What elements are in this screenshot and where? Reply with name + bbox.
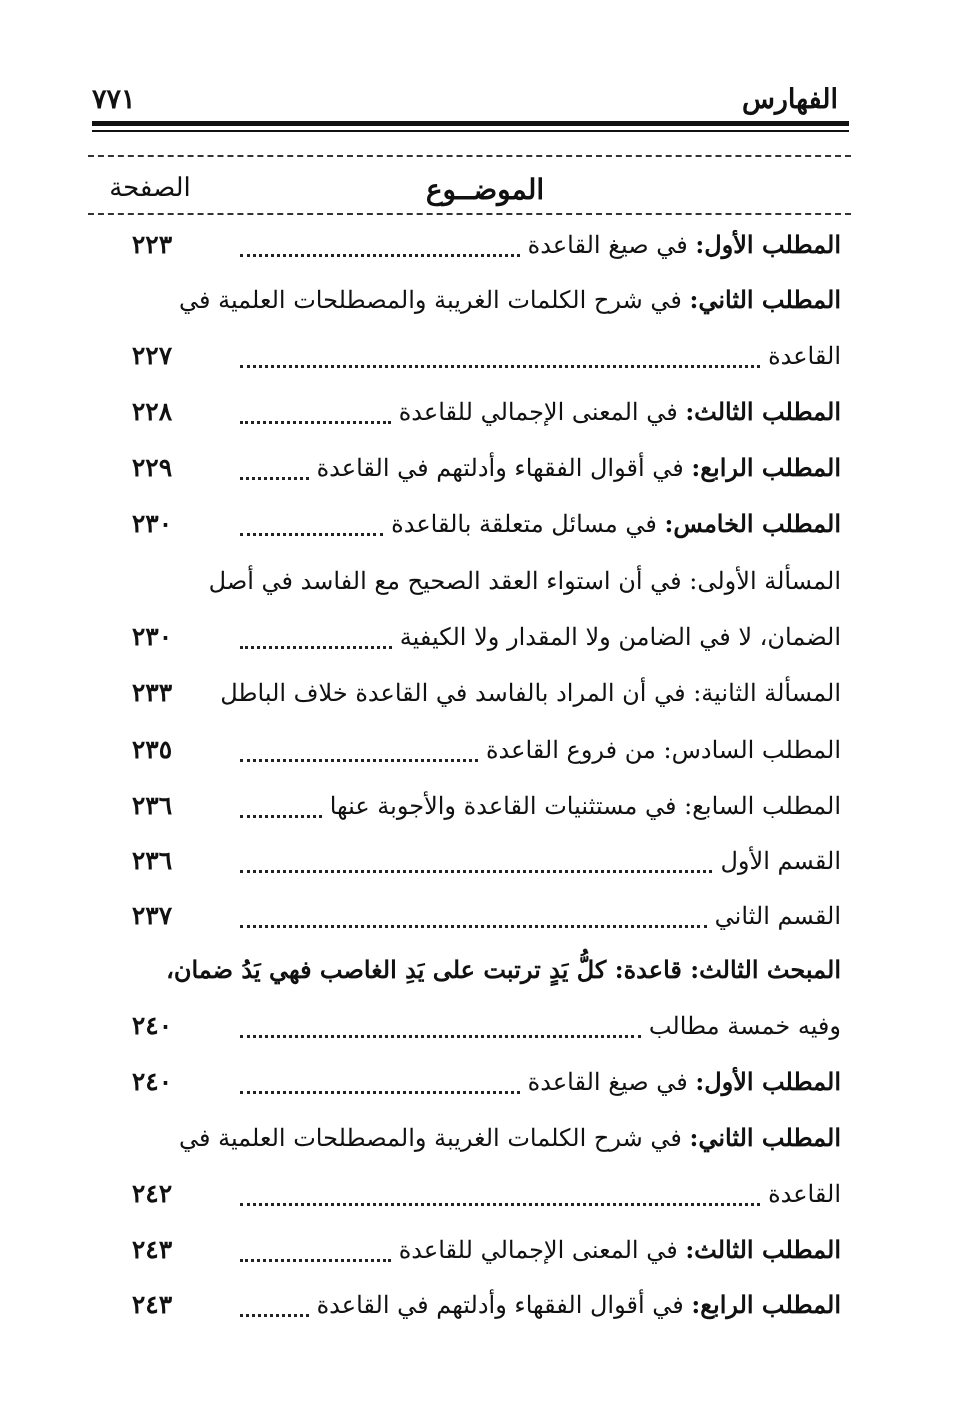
entry-text: في أقوال الفقهاء وأدلتهم في القاعدة xyxy=(316,454,692,482)
toc-entry xyxy=(0,331,953,381)
entry-page-number: ٢٢٩ xyxy=(131,453,173,482)
entry-page-number: ٢٣٦ xyxy=(131,791,173,820)
entry-text: في أقوال الفقهاء وأدلتهم في القاعدة xyxy=(316,1291,692,1319)
entry-text: في شرح الكلمات الغريبة والمصطلحات العلمية في xyxy=(178,286,690,314)
toc-entry xyxy=(0,668,953,718)
entry-page-number: ٢٤٣ xyxy=(131,1290,173,1319)
entry-title xyxy=(528,1057,841,1107)
entry-title xyxy=(768,1169,841,1219)
entry-page-number: ٢٣٠ xyxy=(131,509,173,538)
toc-entry xyxy=(0,556,953,606)
toc-entry xyxy=(0,1001,953,1051)
entry-heading: المطلب الرابع: xyxy=(691,1290,841,1319)
entry-text: المطلب السادس: من فروع القاعدة xyxy=(485,736,841,764)
table-header-dashed-rule xyxy=(88,213,851,215)
entry-heading: المطلب الثاني: xyxy=(689,1123,841,1152)
entry-heading: المطلب الثالث: xyxy=(685,397,841,426)
entry-text: المسألة الثانية: في أن المراد بالفاسد في القاعدة خلاف الباطل xyxy=(220,679,841,707)
entry-title xyxy=(768,331,841,381)
toc-entry xyxy=(0,387,953,437)
entry-title xyxy=(166,945,841,995)
toc-entry xyxy=(0,945,953,995)
entry-title xyxy=(391,499,841,549)
toc-entry xyxy=(0,1113,953,1163)
leader-dots xyxy=(240,870,712,873)
entry-heading: المطلب الخامس: xyxy=(664,509,841,538)
toc-entry xyxy=(0,781,953,831)
toc-entry xyxy=(0,725,953,775)
page-number: ٧٧١ xyxy=(92,84,136,115)
header-rule-thick xyxy=(92,121,849,126)
toc-entry xyxy=(0,443,953,493)
toc-entry xyxy=(0,1169,953,1219)
leader-dots xyxy=(240,1203,760,1206)
entry-title xyxy=(178,1113,841,1163)
toc-entry xyxy=(0,836,953,886)
entry-title xyxy=(715,891,841,941)
entry-title xyxy=(178,275,841,325)
topic-column-header: الموضــوع xyxy=(425,173,545,206)
entry-text: المسألة الأولى: في أن استواء العقد الصحيح مع الفاسد في أصل xyxy=(208,567,841,595)
entry-heading: المطلب الرابع: xyxy=(691,453,841,482)
entry-page-number: ٢٢٧ xyxy=(131,341,173,370)
toc-entry xyxy=(0,220,953,270)
entry-text: في المعنى الإجمالي للقاعدة xyxy=(398,398,686,426)
entry-title xyxy=(649,1001,841,1051)
toc-entry xyxy=(0,612,953,662)
entry-page-number: ٢٢٣ xyxy=(131,230,173,259)
leader-dots xyxy=(240,759,478,762)
leader-dots xyxy=(240,365,760,368)
running-header-title: الفهارس xyxy=(741,84,838,115)
entry-heading: المبحث الثالث: قاعدة: كلُّ يَدٍ ترتبت على يَدِ الغاصب فهي يَدُ ضمان، xyxy=(166,955,841,984)
entry-heading: المطلب الأول: xyxy=(695,1067,841,1096)
leader-dots xyxy=(240,815,322,818)
entry-text: في شرح الكلمات الغريبة والمصطلحات العلمية في xyxy=(178,1124,690,1152)
leader-dots xyxy=(240,421,391,424)
header-rule-thin xyxy=(92,130,849,132)
leader-dots xyxy=(240,1091,520,1094)
entry-title xyxy=(330,781,841,831)
entry-page-number: ٢٣٣ xyxy=(131,678,173,707)
entry-text: في صيغ القاعدة xyxy=(527,1068,696,1096)
toc-entry xyxy=(0,1225,953,1275)
entry-heading: المطلب الثالث: xyxy=(685,1235,841,1264)
entry-page-number: ٢٣٥ xyxy=(131,735,173,764)
entry-title xyxy=(486,725,841,775)
entry-text: الضمان، لا في الضامن ولا المقدار ولا الكيفية xyxy=(399,623,841,651)
entry-title xyxy=(317,443,841,493)
toc-entry xyxy=(0,1280,953,1330)
leader-dots xyxy=(240,646,392,649)
entry-page-number: ٢٤٢ xyxy=(131,1179,173,1208)
entry-page-number: ٢٢٨ xyxy=(131,397,173,426)
toc-entry xyxy=(0,499,953,549)
entry-text: القسم الأول xyxy=(720,847,841,875)
leader-dots xyxy=(240,254,520,257)
entry-page-number: ٢٤٠ xyxy=(131,1011,173,1040)
entry-text: القاعدة xyxy=(768,342,841,370)
entry-text: في مسائل متعلقة بالقاعدة xyxy=(391,510,665,538)
entry-page-number: ٢٣٧ xyxy=(131,901,173,930)
leader-dots xyxy=(240,1035,641,1038)
toc-entry xyxy=(0,1057,953,1107)
entry-text: وفيه خمسة مطالب xyxy=(648,1012,841,1040)
entry-text: القسم الثاني xyxy=(714,902,841,930)
entry-page-number: ٢٣٠ xyxy=(131,622,173,651)
entry-title xyxy=(220,668,841,718)
entry-page-number: ٢٣٦ xyxy=(131,846,173,875)
entry-text: في صيغ القاعدة xyxy=(527,231,696,259)
entry-page-number: ٢٤٣ xyxy=(131,1235,173,1264)
leader-dots xyxy=(240,925,707,928)
entry-title xyxy=(399,387,841,437)
entry-title xyxy=(208,556,841,606)
entry-text: القاعدة xyxy=(768,1180,841,1208)
toc-entry xyxy=(0,891,953,941)
toc-entry xyxy=(0,275,953,325)
entry-title xyxy=(317,1280,841,1330)
entry-title xyxy=(400,612,841,662)
leader-dots xyxy=(240,1314,309,1317)
entry-title xyxy=(528,220,841,270)
entry-heading: المطلب الثاني: xyxy=(689,285,841,314)
entry-text: في المعنى الإجمالي للقاعدة xyxy=(398,1236,686,1264)
entry-page-number: ٢٤٠ xyxy=(131,1067,173,1096)
leader-dots xyxy=(240,533,383,536)
page-column-header: الصفحة xyxy=(109,173,191,203)
entry-heading: المطلب الأول: xyxy=(695,230,841,259)
leader-dots xyxy=(240,1259,391,1262)
entry-title xyxy=(399,1225,841,1275)
entry-text: المطلب السابع: في مستثنيات القاعدة والأجوبة عنها xyxy=(329,792,841,820)
leader-dots xyxy=(240,477,309,480)
entry-title xyxy=(720,836,841,886)
table-top-dashed-rule xyxy=(88,155,851,157)
